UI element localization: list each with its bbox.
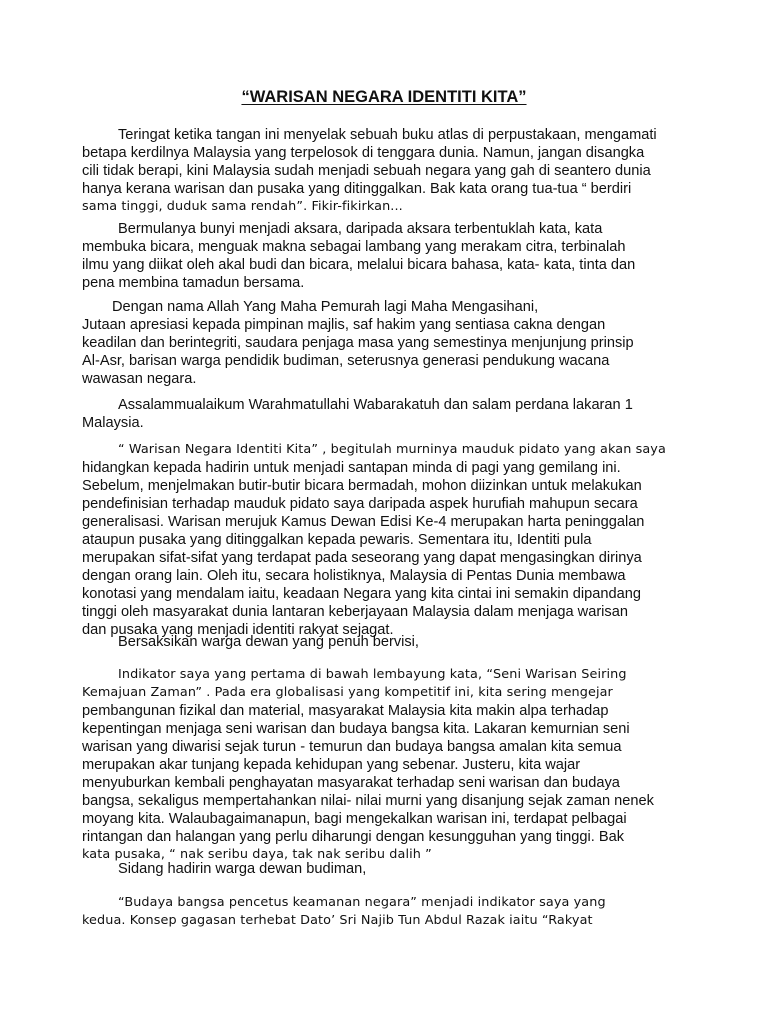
text-line: wawasan negara. [82, 371, 197, 387]
text-line: Jutaan apresiasi kepada pimpinan majlis, saf hakim yang sentiasa cakna dengan [82, 317, 606, 333]
text-line: keadilan dan berintegriti, saudara penjaga masa yang semestinya menjunjung prinsip [82, 335, 634, 351]
text-line: dan pusaka yang menjadi identiti rakyat sejagat. [82, 622, 394, 638]
text-line: Bersaksikan warga dewan yang penuh bervisi, [118, 634, 419, 650]
paragraph-address-two [82, 860, 674, 878]
text-line: pendefinisian terhadap mauduk pidato saya daripada aspek hurufiah mahupun secara [82, 496, 638, 512]
text-line: merupakan sifat-sifat yang terdapat pada seseorang yang dapat mengasingkan dirinya [82, 550, 642, 566]
paragraph-salutation [82, 298, 674, 388]
paragraph-indicator-two [82, 894, 674, 930]
text-line: hanya kerana warisan dan pusaka yang ditinggalkan. Bak kata orang tua-tua “ berdiri [82, 181, 632, 197]
text-line: membuka bicara, menguak makna sebagai lambang yang merakam citra, terbinalah [82, 239, 626, 255]
text-line: bangsa, sekaligus mempertahankan nilai- nilai murni yang disanjung sejak zaman nenek [82, 793, 654, 809]
text-line: warisan yang diwarisi sejak turun - temurun dan budaya bangsa amalan kita semua [82, 739, 622, 755]
text-line: Bermulanya bunyi menjadi aksara, daripada aksara terbentuklah kata, kata [118, 221, 603, 237]
text-line: dengan orang lain. Oleh itu, secara holistiknya, Malaysia di Pentas Dunia membawa [82, 568, 626, 584]
document-title: “WARISAN NEGARA IDENTITI KITA” [241, 88, 527, 106]
text-line: menyuburkan kembali penghayatan masyarakat terhadap seni warisan dan budaya [82, 775, 620, 791]
text-line: konotasi yang mendalam iaitu, keadaan Negara yang kita cintai ini semakin dipandang [82, 586, 641, 602]
paragraph-indicator-one [82, 666, 674, 864]
paragraph-address [82, 633, 674, 651]
paragraph-intro [82, 126, 674, 216]
text-line: ilmu yang diikat oleh akal budi dan bicara, melalui bicara bahasa, kata- kata, tinta dan [82, 257, 636, 273]
text-line: Teringat ketika tangan ini menyelak sebuah buku atlas di perpustakaan, mengamati [118, 127, 657, 143]
paragraph-aksara [82, 220, 674, 292]
text-line: “Budaya bangsa pencetus keamanan negara” menjadi indikator saya yang [118, 895, 606, 910]
paragraph-definition [82, 441, 674, 639]
text-line: tinggi oleh masyarakat dunia lantaran keberjayaan Malaysia dalam menjaga warisan [82, 604, 628, 620]
text-line: generalisasi. Warisan merujuk Kamus Dewan Edisi Ke-4 merupakan harta peninggalan [82, 514, 645, 530]
text-line: betapa kerdilnya Malaysia yang terpelosok di tenggara dunia. Namun, jangan disangka [82, 145, 645, 161]
text-line: rintangan dan halangan yang perlu diharungi dengan kesungguhan yang tinggi. Bak [82, 829, 625, 845]
text-line: pena membina tamadun bersama. [82, 275, 305, 291]
text-line: kata pusaka, “ nak seribu daya, tak nak seribu dalih ” [82, 847, 432, 862]
text-line: Dengan nama Allah Yang Maha Pemurah lagi Maha Mengasihani, [112, 299, 539, 315]
paragraph-greeting [82, 396, 674, 432]
text-line: cili tidak berapi, kini Malaysia sudah menjadi sebuah negara yang gah di seantero dunia [82, 163, 651, 179]
text-line: Kemajuan Zaman” . Pada era globalisasi yang kompetitif ini, kita sering mengejar [82, 685, 613, 700]
text-line: Sidang hadirin warga dewan budiman, [118, 861, 367, 877]
text-line: moyang kita. Walaubagaimanapun, bagi mengekalkan warisan ini, terdapat pelbagai [82, 811, 627, 827]
text-line: “ Warisan Negara Identiti Kita” , begitulah murninya mauduk pidato yang akan saya [118, 442, 666, 457]
text-line: sama tinggi, duduk sama rendah”. Fikir-fikirkan... [82, 199, 403, 214]
text-line: kepentingan menjaga seni warisan dan budaya bangsa kita. Lakaran kemurnian seni [82, 721, 630, 737]
text-line: merupakan akar tunjang kepada kehidupan yang sebenar. Justeru, kita wajar [82, 757, 581, 773]
text-line: kedua. Konsep gagasan terhebat Dato’ Sri Najib Tun Abdul Razak iaitu “Rakyat [82, 913, 593, 928]
text-line: ataupun pusaka yang ditinggalkan kepada pewaris. Sementara itu, Identiti pula [82, 532, 592, 548]
text-line: Assalammualaikum Warahmatullahi Wabarakatuh dan salam perdana lakaran 1 [118, 397, 633, 413]
text-line: Sebelum, menjelmakan butir-butir bicara bermadah, mohon diizinkan untuk melakukan [82, 478, 642, 494]
text-line: Malaysia. [82, 415, 144, 431]
text-line: hidangkan kepada hadirin untuk menjadi santapan minda di pagi yang gemilang ini. [82, 460, 621, 476]
text-line: Indikator saya yang pertama di bawah lembayung kata, “Seni Warisan Seiring [118, 667, 627, 682]
text-line: Al-Asr, barisan warga pendidik budiman, seterusnya generasi pendukung wacana [82, 353, 610, 369]
text-line: pembangunan fizikal dan material, masyarakat Malaysia kita makin alpa terhadap [82, 703, 609, 719]
